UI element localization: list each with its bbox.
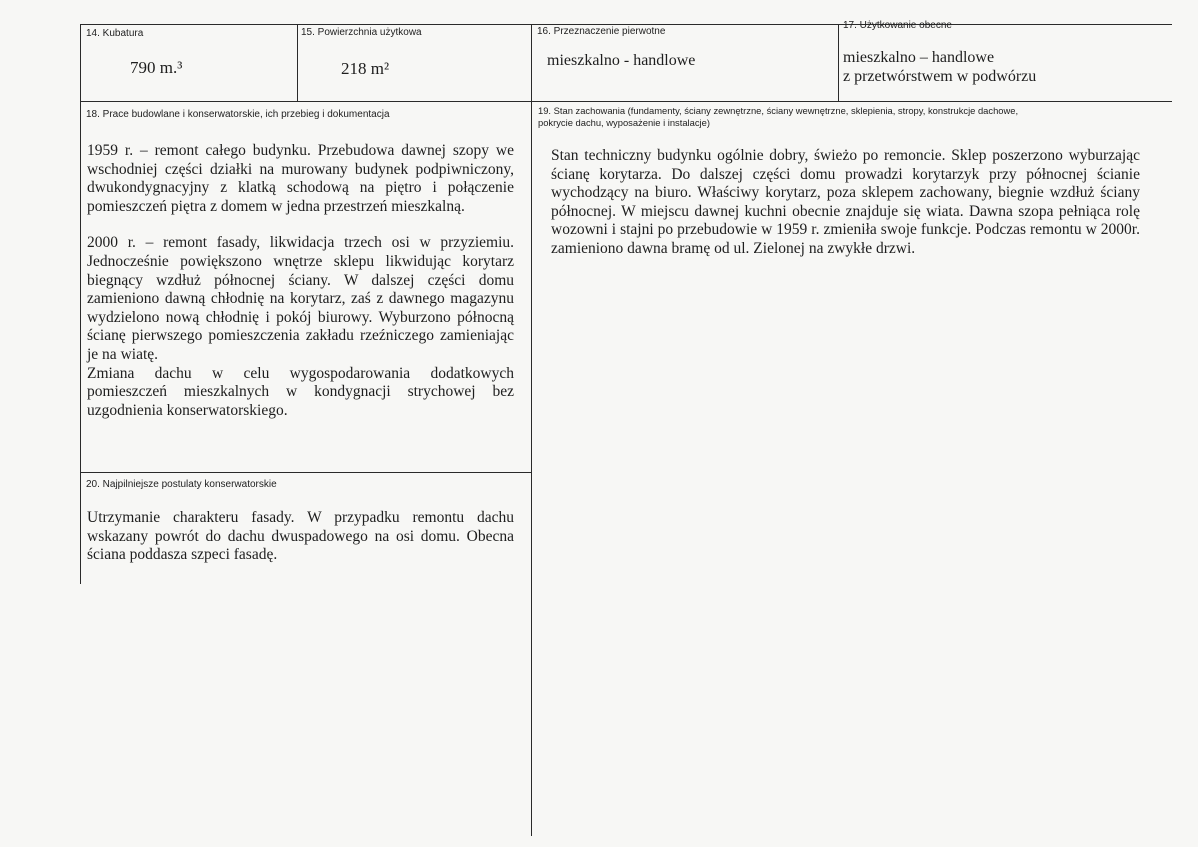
field-18-text [87,142,514,420]
divider-14-15 [297,24,298,101]
field-17-label: 17. Użytkowanie obecne [843,20,952,31]
field-18-paragraph-roof: Zmiana dachu w celu wygospodarowania dodatkowych pomieszczeń mieszkalnych w kondygnacji strychowej bez uzgodnienia konserwatorskiego. [87,364,514,419]
form-row1-bottom-border [80,101,1172,102]
field-15-label: 15. Powierzchnia użytkowa [301,27,422,38]
field-16-value: mieszkalno - handlowe [547,52,696,69]
field-19-label-line1: 19. Stan zachowania (fundamenty, ściany zewnętrzne, ściany wewnętrzne, sklepienia, stropy, konstrukcje dachowe, [538,105,1019,116]
field-17-value-line1: mieszkalno – handlowe [843,49,995,66]
field-18-paragraph-1959: 1959 r. – remont całego budynku. Przebudowa dawnej szopy we wschodniej części działki na murowany budynek podpiwniczony, dwukondygnacyjny z klatką schodową na piętro i połączenie pomieszczeń piętra z domem w jedna przestrzeń mieszkalną. [87,142,514,215]
divider-main-vertical [531,24,532,836]
field-19-label-line2: pokrycie dachu, wyposażenie i instalacje) [538,117,710,128]
field-18-label: 18. Prace budowlane i konserwatorskie, ich przebieg i dokumentacja [86,109,390,120]
field-14-value: 790 m.³ [130,58,183,77]
field-19-text: Stan techniczny budynku ogólnie dobry, świeżo po remoncie. Sklep poszerzono wyburzając ścianę korytarza. Do dalszej części domu prowadzi korytarzyk przy północnej ścianie wychodzący na biuro. Właściwy korytarz, poza sklepem zachowany, biegnie wzdłuż ściany północnej. W miejscu dawnej kuchni obecnie znajduje się wiata. Dawna szopa pełniąca rolę wozowni i stajni po przebudowie w 1959 r. zmieniła swoje funkcje. Podczas remontu w 2000r. zamieniono dawna bramę od ul. Zielonej na zwykłe drzwi. [551,147,1140,257]
field-20-text: Utrzymanie charakteru fasady. W przypadku remontu dachu wskazany powrót do dachu dwuspadowego na osi domu. Obecna ściana poddasza szpeci fasadę. [87,509,514,564]
field-20-label: 20. Najpilniejsze postulaty konserwatorskie [86,479,277,490]
field-17-value-line2: z przetwórstwem w podwórzu [843,68,1037,85]
field-14-label: 14. Kubatura [86,28,144,39]
divider-18-20 [80,472,531,473]
field-15-value: 218 m² [341,59,390,78]
form-left-border [80,24,81,584]
field-16-label: 16. Przeznaczenie pierwotne [537,26,666,37]
form-top-border [80,24,1172,25]
divider-16-17 [838,24,839,101]
field-18-paragraph-2000: 2000 r. – remont fasady, likwidacja trzech osi w przyziemiu. Jednocześnie powiększono wnętrze sklepu likwidując korytarz biegnący wzdłuż północnej ściany. W dalszej części domu zamieniono dawną chłodnię na korytarz, zaś z dawnego magazynu wydzielono nową chłodnię i pokój biurowy. Wyburzono północną ścianę pierwszego pomieszczenia zakładu rzeźniczego zamieniając je na wiatę. [87,234,514,363]
